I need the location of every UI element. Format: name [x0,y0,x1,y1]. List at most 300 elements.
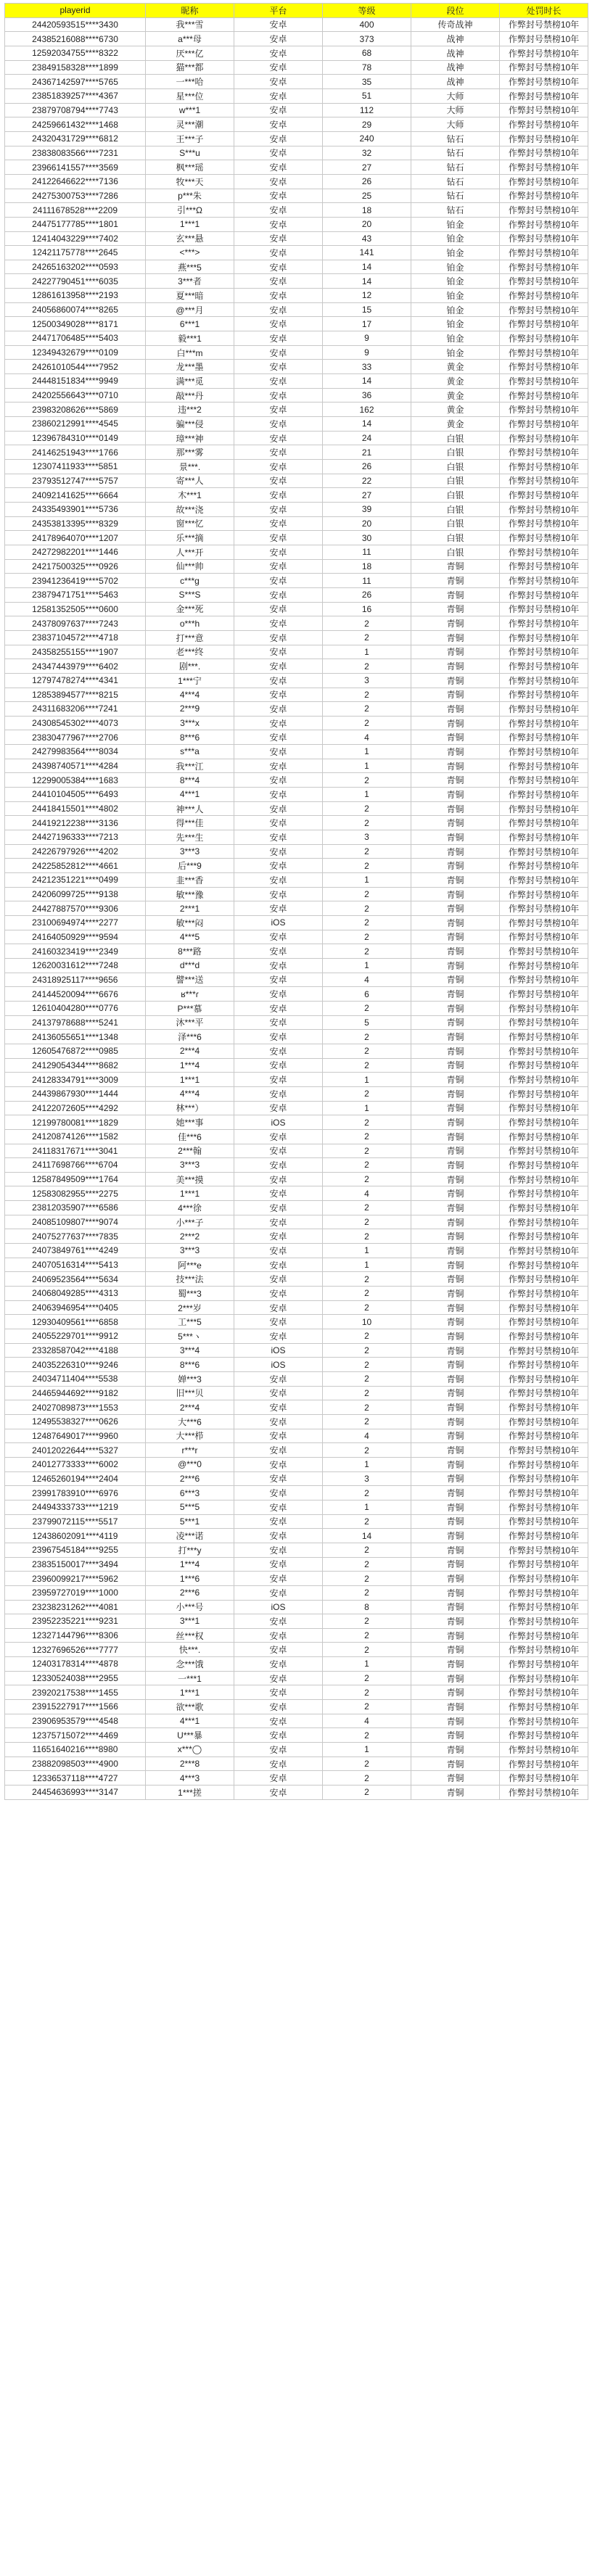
cell-level: 27 [323,160,411,175]
cell-nickname: 3***3 [146,1158,234,1173]
cell-penalty: 作弊封号禁榜10年 [500,431,588,445]
cell-playerid: 23920217538****1455 [5,1685,146,1700]
table-row [5,1714,588,1728]
cell-platform: 安卓 [234,1771,323,1786]
cell-rank: 钻石 [411,160,500,175]
cell-playerid: 24217500325****0926 [5,559,146,574]
table-row [5,189,588,203]
cell-nickname: 我***雪 [146,17,234,32]
cell-level: 2 [323,716,411,730]
cell-rank: 青铜 [411,944,500,959]
cell-nickname: 白***m [146,345,234,360]
cell-playerid: 24085109807****9074 [5,1215,146,1229]
cell-penalty: 作弊封号禁榜10年 [500,887,588,901]
cell-playerid: 23983208626****5869 [5,402,146,417]
table-row [5,1700,588,1714]
cell-level: 11 [323,574,411,588]
table-row [5,788,588,802]
cell-level: 20 [323,516,411,531]
table-row [5,1158,588,1173]
cell-platform: 安卓 [234,1500,323,1514]
cell-platform: 安卓 [234,1329,323,1344]
cell-penalty: 作弊封号禁榜10年 [500,1657,588,1672]
cell-platform: 安卓 [234,1229,323,1244]
cell-level: 2 [323,1386,411,1400]
cell-nickname: 燕***5 [146,260,234,274]
cell-platform: 安卓 [234,146,323,160]
cell-playerid: 24353813395****8329 [5,516,146,531]
cell-penalty: 作弊封号禁榜10年 [500,1685,588,1700]
cell-nickname: 打***意 [146,630,234,645]
cell-level: 2 [323,930,411,944]
cell-penalty: 作弊封号禁榜10年 [500,88,588,103]
table-row [5,502,588,516]
cell-penalty: 作弊封号禁榜10年 [500,1144,588,1158]
cell-level: 2 [323,1685,411,1700]
cell-playerid: 12495538327****0626 [5,1414,146,1429]
cell-platform: 安卓 [234,445,323,460]
cell-nickname: 2***2 [146,1229,234,1244]
cell-penalty: 作弊封号禁榜10年 [500,1186,588,1201]
cell-level: 2 [323,1343,411,1358]
cell-nickname: 泽***6 [146,1030,234,1044]
cell-penalty: 作弊封号禁榜10年 [500,445,588,460]
cell-rank: 青铜 [411,1300,500,1315]
cell-playerid: 24073849761****4249 [5,1244,146,1258]
table-row [5,474,588,488]
cell-platform: 安卓 [234,1429,323,1443]
cell-platform: 安卓 [234,887,323,901]
cell-rank: 钻石 [411,203,500,218]
table-row [5,844,588,859]
cell-platform: 安卓 [234,217,323,231]
cell-penalty: 作弊封号禁榜10年 [500,1015,588,1030]
cell-penalty: 作弊封号禁榜10年 [500,1671,588,1685]
cell-playerid: 12330524038****2955 [5,1671,146,1685]
cell-platform: 安卓 [234,88,323,103]
table-row [5,1058,588,1073]
cell-rank: 青铜 [411,730,500,745]
table-row [5,1486,588,1500]
table-row [5,1244,588,1258]
cell-level: 5 [323,1015,411,1030]
cell-platform: 安卓 [234,1287,323,1301]
cell-penalty: 作弊封号禁榜10年 [500,1058,588,1073]
cell-platform: 安卓 [234,75,323,89]
cell-nickname: <***> [146,246,234,260]
cell-rank: 青铜 [411,1172,500,1186]
cell-level: 33 [323,360,411,374]
cell-level: 20 [323,217,411,231]
cell-level: 141 [323,246,411,260]
cell-rank: 青铜 [411,1457,500,1471]
table-row [5,1343,588,1358]
cell-playerid: 24226797926****4202 [5,844,146,859]
cell-nickname: 猫***都 [146,60,234,75]
cell-playerid: 23879471751****5463 [5,587,146,602]
cell-level: 2 [323,916,411,930]
cell-rank: 青铜 [411,1258,500,1272]
table-row [5,1543,588,1557]
table-row [5,973,588,987]
cell-level: 2 [323,1158,411,1173]
table-row [5,88,588,103]
table-row [5,1358,588,1372]
cell-rank: 青铜 [411,1557,500,1572]
cell-platform: 安卓 [234,716,323,730]
cell-rank: 青铜 [411,830,500,845]
cell-level: 8 [323,1600,411,1614]
cell-rank: 黄金 [411,360,500,374]
cell-platform: 安卓 [234,559,323,574]
cell-platform: 安卓 [234,930,323,944]
cell-nickname: 夏***暗 [146,289,234,303]
table-row [5,801,588,816]
cell-nickname: 快***. [146,1643,234,1657]
cell-penalty: 作弊封号禁榜10年 [500,302,588,317]
cell-nickname: 譬***送 [146,973,234,987]
cell-platform: 安卓 [234,1529,323,1543]
cell-nickname: 2***翰 [146,1144,234,1158]
cell-playerid: 24129054344****8682 [5,1058,146,1073]
cell-penalty: 作弊封号禁榜10年 [500,1614,588,1629]
cell-level: 2 [323,1229,411,1244]
cell-platform: 安卓 [234,1471,323,1486]
cell-level: 2 [323,801,411,816]
cell-nickname: 先***生 [146,830,234,845]
table-row [5,1572,588,1586]
table-row [5,1073,588,1087]
cell-nickname: 3***4 [146,1343,234,1358]
cell-platform: 安卓 [234,730,323,745]
cell-nickname: a***母 [146,32,234,46]
cell-level: 2 [323,901,411,916]
table-row [5,160,588,175]
cell-rank: 青铜 [411,1158,500,1173]
cell-level: 2 [323,1700,411,1714]
cell-level: 2 [323,1786,411,1800]
cell-penalty: 作弊封号禁榜10年 [500,1486,588,1500]
cell-platform: 安卓 [234,46,323,60]
cell-nickname: 厌***亿 [146,46,234,60]
table-row [5,1030,588,1044]
cell-penalty: 作弊封号禁榜10年 [500,260,588,274]
cell-penalty: 作弊封号禁榜10年 [500,930,588,944]
cell-rank: 青铜 [411,958,500,973]
cell-platform: 安卓 [234,317,323,331]
table-row [5,574,588,588]
cell-playerid: 23838083566****7231 [5,146,146,160]
cell-rank: 白银 [411,488,500,503]
cell-playerid: 24494333733****1219 [5,1500,146,1514]
cell-penalty: 作弊封号禁榜10年 [500,331,588,346]
table-row [5,645,588,659]
cell-nickname: 2***4 [146,1400,234,1415]
cell-nickname: 念***饿 [146,1657,234,1672]
cell-playerid: 23967545184****9255 [5,1543,146,1557]
cell-nickname: 8***4 [146,773,234,788]
cell-rank: 青铜 [411,873,500,888]
cell-level: 17 [323,317,411,331]
cell-playerid: 24475177785****1801 [5,217,146,231]
cell-level: 14 [323,1529,411,1543]
cell-level: 4 [323,1714,411,1728]
cell-nickname: w***1 [146,103,234,117]
cell-playerid: 23799072115****5517 [5,1514,146,1529]
cell-playerid: 12500349028****8171 [5,317,146,331]
table-row [5,1186,588,1201]
cell-nickname: 佳***6 [146,1129,234,1144]
cell-platform: 安卓 [234,1400,323,1415]
cell-penalty: 作弊封号禁榜10年 [500,830,588,845]
cell-nickname: 金***死 [146,602,234,616]
cell-level: 162 [323,402,411,417]
cell-rank: 青铜 [411,745,500,759]
cell-rank: 青铜 [411,1001,500,1015]
cell-level: 1 [323,1743,411,1757]
cell-platform: 安卓 [234,745,323,759]
cell-playerid: 24227790451****6035 [5,274,146,289]
cell-platform: 安卓 [234,1315,323,1329]
table-row [5,146,588,160]
cell-level: 2 [323,887,411,901]
cell-nickname: 一***哈 [146,75,234,89]
cell-rank: 青铜 [411,1058,500,1073]
table-row [5,431,588,445]
cell-nickname: 8***6 [146,1358,234,1372]
cell-penalty: 作弊封号禁榜10年 [500,602,588,616]
cell-nickname: 8***6 [146,730,234,745]
cell-playerid: 24454636993****3147 [5,1786,146,1800]
cell-rank: 青铜 [411,1728,500,1743]
cell-level: 12 [323,289,411,303]
cell-platform: 安卓 [234,502,323,516]
cell-playerid: 24439867930****1444 [5,1086,146,1101]
cell-rank: 青铜 [411,1414,500,1429]
cell-playerid: 24465944692****9182 [5,1386,146,1400]
table-row [5,1500,588,1514]
cell-platform: 安卓 [234,1543,323,1557]
cell-rank: 白银 [411,431,500,445]
table-row [5,1643,588,1657]
cell-rank: 铂金 [411,289,500,303]
cell-platform: 安卓 [234,1372,323,1387]
cell-nickname: 3***1 [146,1614,234,1629]
cell-rank: 青铜 [411,1400,500,1415]
cell-rank: 青铜 [411,759,500,773]
cell-platform: 安卓 [234,1044,323,1058]
cell-penalty: 作弊封号禁榜10年 [500,1030,588,1044]
cell-penalty: 作弊封号禁榜10年 [500,1258,588,1272]
cell-platform: 安卓 [234,901,323,916]
table-row [5,587,588,602]
cell-nickname: 旧***贝 [146,1386,234,1400]
cell-level: 2 [323,1144,411,1158]
cell-platform: 安卓 [234,987,323,1002]
table-row [5,1585,588,1600]
cell-penalty: 作弊封号禁榜10年 [500,1329,588,1344]
cell-rank: 青铜 [411,1101,500,1115]
cell-level: 1 [323,745,411,759]
table-row [5,32,588,46]
table-row [5,374,588,389]
cell-playerid: 24275300753****7286 [5,189,146,203]
cell-penalty: 作弊封号禁榜10年 [500,816,588,830]
cell-playerid: 24471706485****5403 [5,331,146,346]
cell-level: 25 [323,189,411,203]
table-row [5,1172,588,1186]
cell-platform: 安卓 [234,859,323,873]
cell-nickname: S***S [146,587,234,602]
table-row [5,1671,588,1685]
cell-penalty: 作弊封号禁榜10年 [500,17,588,32]
cell-platform: 安卓 [234,388,323,402]
cell-platform: 安卓 [234,431,323,445]
cell-penalty: 作弊封号禁榜10年 [500,1628,588,1643]
cell-penalty: 作弊封号禁榜10年 [500,630,588,645]
cell-playerid: 24070516314****5413 [5,1258,146,1272]
cell-rank: 青铜 [411,1614,500,1629]
cell-platform: 安卓 [234,1743,323,1757]
cell-nickname: 2***8 [146,1756,234,1771]
cell-rank: 青铜 [411,844,500,859]
cell-platform: 安卓 [234,873,323,888]
cell-platform: 安卓 [234,402,323,417]
cell-rank: 青铜 [411,1443,500,1458]
cell-level: 2 [323,1728,411,1743]
cell-platform: 安卓 [234,688,323,702]
cell-platform: 安卓 [234,260,323,274]
table-row [5,716,588,730]
table-row [5,246,588,260]
cell-rank: 青铜 [411,859,500,873]
cell-penalty: 作弊封号禁榜10年 [500,1600,588,1614]
cell-rank: 黄金 [411,388,500,402]
cell-penalty: 作弊封号禁榜10年 [500,1073,588,1087]
cell-platform: 安卓 [234,702,323,717]
cell-level: 43 [323,231,411,246]
cell-nickname: 工***5 [146,1315,234,1329]
cell-nickname: 5***1 [146,1514,234,1529]
cell-nickname: ʁ***ɾ [146,987,234,1002]
cell-nickname: 4***5 [146,930,234,944]
table-row [5,1756,588,1771]
cell-level: 240 [323,131,411,146]
cell-penalty: 作弊封号禁榜10年 [500,716,588,730]
cell-level: 4 [323,973,411,987]
cell-platform: 安卓 [234,1614,323,1629]
cell-level: 4 [323,1429,411,1443]
cell-penalty: 作弊封号禁榜10年 [500,702,588,717]
table-row [5,1101,588,1115]
cell-playerid: 12375715072****4469 [5,1728,146,1743]
cell-rank: 青铜 [411,930,500,944]
cell-nickname: 4***4 [146,688,234,702]
cell-nickname: 1***1 [146,1186,234,1201]
cell-rank: 青铜 [411,1343,500,1358]
cell-nickname: 乐***摘 [146,531,234,545]
cell-penalty: 作弊封号禁榜10年 [500,1756,588,1771]
cell-platform: 安卓 [234,460,323,474]
cell-level: 1 [323,759,411,773]
cell-nickname: 敲***丹 [146,388,234,402]
cell-penalty: 作弊封号禁榜10年 [500,1414,588,1429]
cell-playerid: 24279983564****8034 [5,745,146,759]
table-row [5,131,588,146]
table-row [5,659,588,674]
cell-penalty: 作弊封号禁榜10年 [500,1343,588,1358]
cell-nickname: 龙***墨 [146,360,234,374]
cell-level: 4 [323,1186,411,1201]
table-row [5,1728,588,1743]
cell-platform: 安卓 [234,32,323,46]
cell-nickname: 她***事 [146,1115,234,1130]
cell-level: 2 [323,1643,411,1657]
cell-nickname: 景***. [146,460,234,474]
cell-level: 2 [323,630,411,645]
cell-nickname: 违***2 [146,402,234,417]
cell-nickname: 欲***歌 [146,1700,234,1714]
table-row [5,1215,588,1229]
cell-penalty: 作弊封号禁榜10年 [500,574,588,588]
cell-playerid: 23991783910****6976 [5,1486,146,1500]
cell-penalty: 作弊封号禁榜10年 [500,1215,588,1229]
cell-rank: 战神 [411,46,500,60]
cell-level: 1 [323,958,411,973]
cell-nickname: 小***子 [146,1215,234,1229]
cell-platform: 安卓 [234,830,323,845]
cell-penalty: 作弊封号禁榜10年 [500,360,588,374]
cell-level: 1 [323,1657,411,1672]
cell-playerid: 24212351221****0499 [5,873,146,888]
cell-nickname: 木***1 [146,488,234,503]
cell-penalty: 作弊封号禁榜10年 [500,374,588,389]
cell-playerid: 24367142597****5765 [5,75,146,89]
cell-level: 2 [323,1443,411,1458]
header-rank: 段位 [411,4,500,18]
cell-platform: 安卓 [234,289,323,303]
cell-playerid: 23837104572****4718 [5,630,146,645]
cell-penalty: 作弊封号禁榜10年 [500,1643,588,1657]
table-row [5,630,588,645]
cell-level: 1 [323,1258,411,1272]
cell-rank: 青铜 [411,901,500,916]
cell-level: 6 [323,987,411,1002]
cell-nickname: 8***路 [146,944,234,959]
cell-platform: 安卓 [234,516,323,531]
cell-playerid: 12299005384****1683 [5,773,146,788]
cell-penalty: 作弊封号禁榜10年 [500,1201,588,1215]
cell-platform: 安卓 [234,189,323,203]
table-row [5,1315,588,1329]
cell-level: 26 [323,174,411,189]
cell-playerid: 12327696526****7777 [5,1643,146,1657]
cell-penalty: 作弊封号禁榜10年 [500,958,588,973]
cell-penalty: 作弊封号禁榜10年 [500,117,588,132]
cell-playerid: 24259661432****1468 [5,117,146,132]
cell-penalty: 作弊封号禁榜10年 [500,673,588,688]
cell-nickname: 韭***香 [146,873,234,888]
table-row [5,231,588,246]
cell-playerid: 23941236419****5702 [5,574,146,588]
cell-rank: 大师 [411,103,500,117]
cell-playerid: 24122072605****4292 [5,1101,146,1115]
table-row [5,816,588,830]
cell-playerid: 24137978688****5241 [5,1015,146,1030]
cell-level: 2 [323,1329,411,1344]
cell-rank: 青铜 [411,1372,500,1387]
cell-platform: 安卓 [234,17,323,32]
